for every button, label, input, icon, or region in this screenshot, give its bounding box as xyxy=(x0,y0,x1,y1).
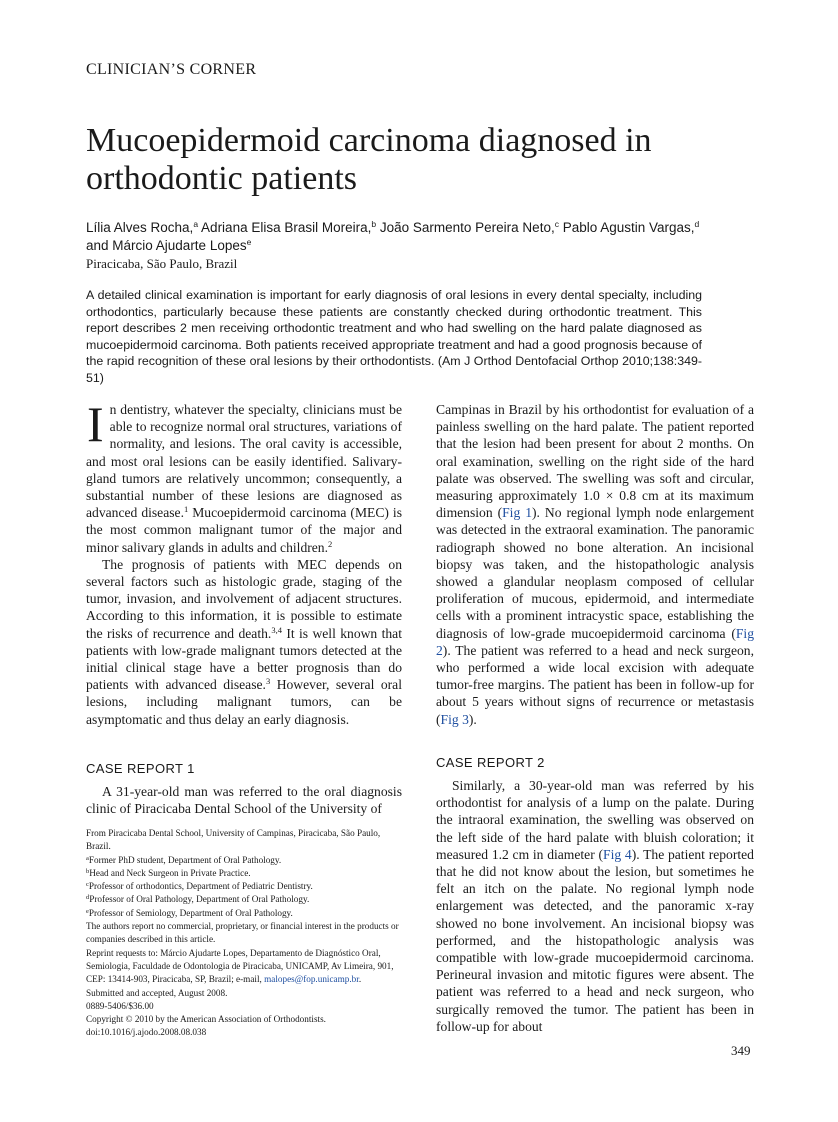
submission-note: Submitted and accepted, August 2008. xyxy=(86,987,228,998)
reference-marker: 1 xyxy=(183,504,189,515)
page-number: 349 xyxy=(731,1043,751,1058)
author-location: Piracicaba, São Paulo, Brazil xyxy=(86,256,238,271)
footnotes xyxy=(86,827,404,1040)
copyright-note: Copyright © 2010 by the American Association of Orthodontists. xyxy=(86,1014,326,1025)
intro-text: It is well known that patients with low-grade malignant tumors detected at the initial clinical stage have a better prognosis than do patients with advanced disease. xyxy=(86,625,402,693)
affiliation-marker: b xyxy=(371,219,377,229)
drop-cap: I xyxy=(87,396,104,452)
footnote-e: $^e$Professor of Semiology, Department of Oral Pathology. xyxy=(86,907,293,918)
footnote-c: $^c$Professor of orthodontics, Department of Pediatric Dentistry. xyxy=(86,881,313,892)
case2-paragraph: Similarly, a 30-year-old man was referred by his orthodontist for analysis of a lump on the palate. During the intraoral examination, the swelling was observed on the left side of the hard palate with bluish coloration; it measured 1.2 cm in diameter (Fig 4). The patient reported that he did not know about the lesion, but sometimes he felt an itch on the palate. No regional lymph node enlargement was detected, and the panoramic x-ray showed no bone involvement. An incisional biopsy was performed, and the histopathologic analysis was compatible with low-grade mucoepidermoid carcinoma. Perineural invasion and mitotic figures were absent. The patient was referred to a head and neck surgeon, who surgically removed the tumor. The patient has been in follow-up for about xyxy=(436,778,754,1034)
affiliation-marker: c xyxy=(554,219,559,229)
case1-paragraph: A 31-year-old man was referred to the oral diagnosis clinic of Piracicaba Dental School of the University of xyxy=(86,784,402,817)
section-label: CLINICIAN’S CORNER xyxy=(86,61,257,78)
figure-4-link[interactable]: Fig 4 xyxy=(603,846,632,862)
figure-2-link[interactable]: Fig 2 xyxy=(436,625,754,658)
footnote-a: $^a$Former PhD student, Department of Oral Pathology. xyxy=(86,854,282,865)
article-title: Mucoepidermoid carcinoma diagnosed in orthodontic patients xyxy=(86,122,652,197)
intro-text: The prognosis of patients with MEC depends on several factors such as histologic grade, staging of the tumor, invasion, and involvement of adjacent structures. According to this information, it is possible to estimate the risks of recurrence and death. xyxy=(86,556,402,641)
case-report-2 xyxy=(436,777,754,1035)
intro-paragraph xyxy=(86,556,402,728)
affiliation-marker: d xyxy=(694,219,700,229)
intro-text: However, several oral lesions, including malignant tumors, can be asymptomatic and thus delay an early diagnosis. xyxy=(86,677,402,727)
doi-note: doi:10.1016/j.ajodo.2008.08.038 xyxy=(86,1027,207,1038)
affiliation-note: From Piracicaba Dental School, University of Campinas, Piracicaba, São Paulo, Brazil. xyxy=(86,828,381,852)
case-report-1-start xyxy=(86,783,402,817)
author-name: Pablo Agustin Vargas, xyxy=(558,220,695,235)
footnote-d: $^d$Professor of Oral Pathology, Department of Oral Pathology. xyxy=(86,894,310,905)
figure-1-link[interactable]: Fig 1 xyxy=(502,505,533,521)
footnote-b: $^b$Head and Neck Surgeon in Private Practice. xyxy=(86,867,251,878)
abstract: A detailed clinical examination is important for early diagnosis of oral lesions in every dental specialty, including orthodontics, particularly because these patients are constantly checked during orthodontic treatment. This report describes 2 men receiving orthodontic treatment and who had swelling on the hard palate diagnosed as mucoepidermoid carcinoma. Both patients received appropriate treatment and had a good prognosis because of the rapid recognition of these oral lesions by their orthodontists. (Am J Orthod Dentofacial Orthop 2010;138:349-51) xyxy=(86,288,702,385)
intro-paragraph xyxy=(86,396,402,556)
case-report-2-heading: CASE REPORT 2 xyxy=(436,755,545,770)
reprint-note: Reprint requests to: Márcio Ajudarte Lopes, Departamento de Diagnóstico Oral, Semiologia, Faculdade de Odontologia de Piracicaba, UNICAMP, Av Limeira, 901, CEP: 13414-903, Piracicaba, SP, Brazil; e-mail, malopes@fop.unicamp.br. xyxy=(86,947,394,985)
author-name: Adriana Elisa Brasil Moreira, xyxy=(198,220,372,235)
disclosure-note: The authors report no commercial, proprietary, or financial interest in the products or companies described in this article. xyxy=(86,921,399,945)
intro-text: n dentistry, whatever the specialty, clinicians must be able to recognize normal oral structures, variations of normality, and lesions. The oral cavity is accessible, and most oral lesions can be easily identified. Salivary-gland tumors are relatively uncommon; consequently, a substantial number of these lesions are diagnosed as advanced disease. xyxy=(86,402,402,521)
case1-paragraph: Campinas in Brazil by his orthodontist for evaluation of a painless swelling on the hard palate. The patient reported that the lesion had been present for about 2 months. On oral examination, swelling on the right side of the hard palate was observed. The swelling was soft and circular, measuring approximately 1.0 × 0.8 cm at its maximum dimension (Fig 1). No regional lymph node enlargement was detected in the extraoral examination. The panoramic radiograph showed no bone alteration. An incisional biopsy was taken, and the histopathologic analysis showed a glandular neoplasm composed of cellular proliferation of mucous, epidermoid, and intermediate cells with a prominent intracystic space, establishing the diagnosis of low-grade mucoepidermoid carcinoma (Fig 2). The patient was referred to a head and neck surgeon, who performed a wide local excision with adequate tumor-free margins. The patient has been in follow-up for about 5 years without signs of recurrence or metastasis (Fig 3). xyxy=(436,402,754,727)
reference-marker: 3 xyxy=(265,676,271,687)
author-name: and Márcio Ajudarte Lopes xyxy=(86,238,247,253)
case-report-1-heading: CASE REPORT 1 xyxy=(86,761,195,776)
author-name: João Sarmento Pereira Neto, xyxy=(376,220,555,235)
affiliation-marker: e xyxy=(246,237,252,247)
intro-text: Mucoepidermoid carcinoma (MEC) is the most common malignant tumor of the major and minor salivary glands in adults and children. xyxy=(86,505,402,555)
author-name: Lília Alves Rocha, xyxy=(86,220,194,235)
introduction xyxy=(86,396,402,728)
figure-3-link[interactable]: Fig 3 xyxy=(440,711,469,727)
reference-marker: 3,4 xyxy=(271,624,282,635)
email-link[interactable]: malopes@fop.unicamp.br xyxy=(264,974,359,985)
author-list xyxy=(86,219,766,255)
issn-note: 0889-5406/$36.00 xyxy=(86,1000,154,1011)
reference-marker: 2 xyxy=(328,538,333,549)
case-report-1-continued xyxy=(436,401,754,728)
affiliation-marker: a xyxy=(193,219,199,229)
